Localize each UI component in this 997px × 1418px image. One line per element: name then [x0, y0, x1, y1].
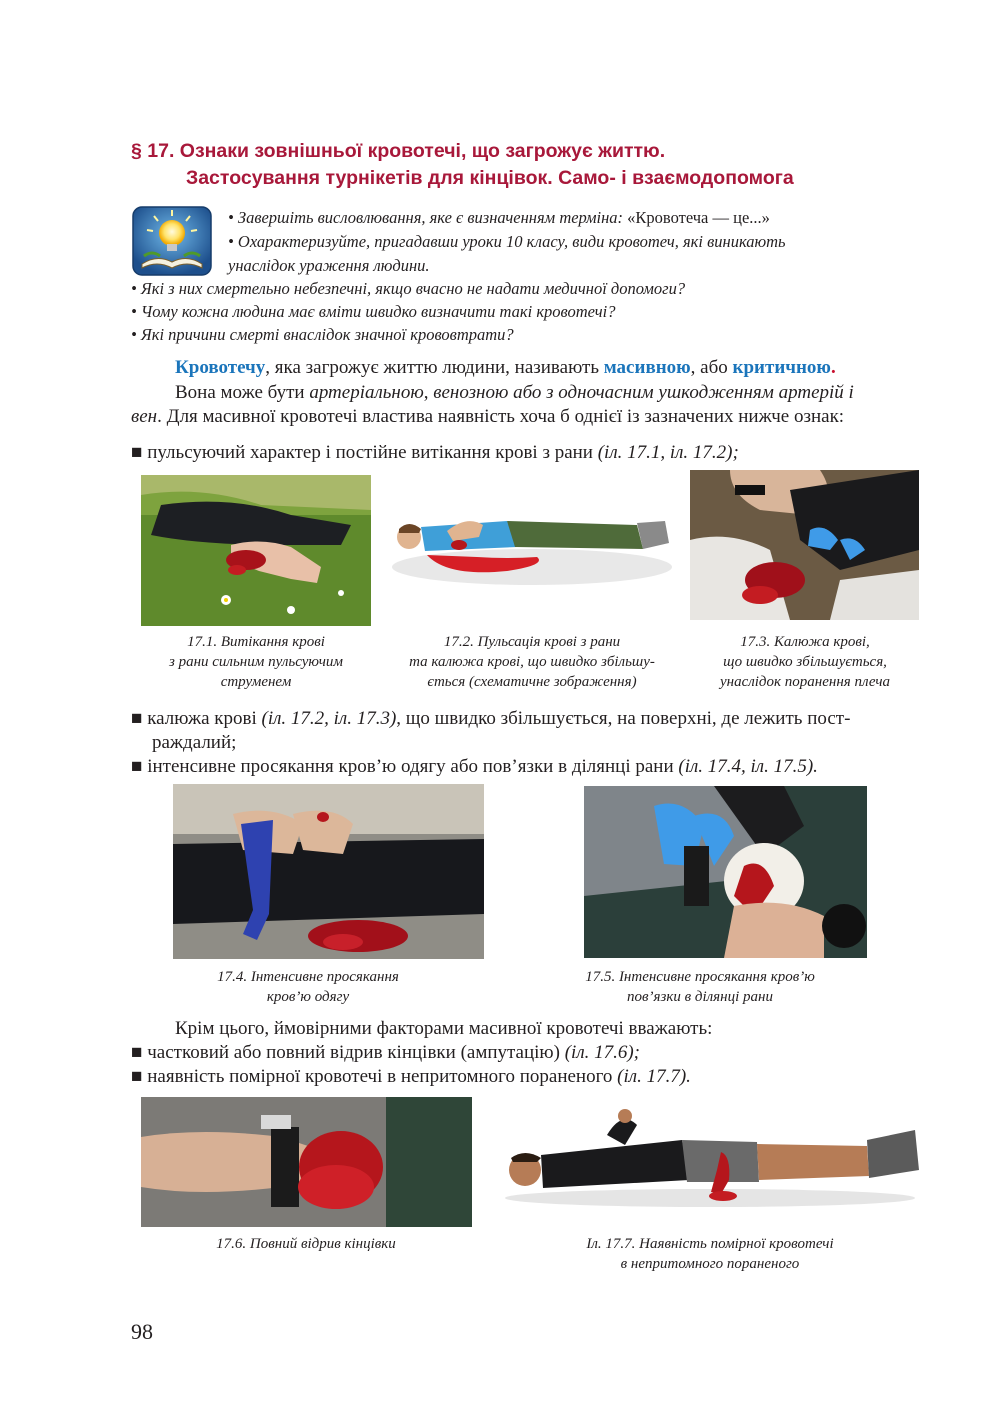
section-title-line1: § 17. Ознаки зовнішньої кровотечі, що загрожує життю.: [131, 140, 666, 162]
photo-17-2-schematic-lying: [387, 485, 677, 605]
term-krytychnoyu: критичною: [732, 357, 831, 378]
photo-17-6-amputation: [141, 1097, 472, 1227]
question-5: • Які причини смерті внаслідок значної крововтрати?: [131, 325, 514, 344]
additional-factors-paragraph: Крім цього, ймовірними факторами масивної кровотечі вважають:: [175, 1018, 713, 1039]
bullet-pulsating: ■ пульсуючий характер і постійне витікання крові з рани (іл. 17.1, іл. 17.2);: [131, 442, 739, 463]
caption-17-2: 17.2. Пульсація крові з рани та калюжа крові, що швидко збільшу- ється (схематичне зображення): [409, 634, 655, 690]
term-masyvnoyu: масивною: [603, 357, 691, 378]
photo-17-4-clothing-soaked: [173, 784, 484, 959]
question-2-line1: • Охарактеризуйте, пригадавши уроки 10 класу, види кровотеч, які виникають: [228, 232, 786, 251]
bullet-blood-pool-line2: раждалий;: [152, 732, 237, 753]
caption-17-6: 17.6. Повний відрив кінцівки: [216, 1236, 396, 1252]
caption-17-7: Іл. 17.7. Наявність помірної кровотечі в непритомного пораненого: [586, 1236, 834, 1272]
page-number: 98: [131, 1319, 153, 1344]
photo-17-1-hand-bleeding: [141, 475, 371, 626]
types-paragraph-line2: вен. Для масивної кровотечі властива наявність хоча б однієї із зазначених нижче ознак:: [131, 406, 845, 427]
definition-paragraph: Кровотечу, яка загрожує життю людини, називають масивною, або критичною.: [175, 357, 836, 378]
caption-17-5: 17.5. Інтенсивне просякання кров’ю пов’язки в ділянці рани: [585, 969, 815, 1005]
question-2-line2: унаслідок ураження людини.: [228, 256, 430, 275]
lightbulb-book-icon: [132, 206, 212, 276]
photo-17-3-shoulder-wound: [690, 470, 919, 620]
caption-17-3: 17.3. Калюжа крові, що швидко збільшується, унаслідок поранення плеча: [719, 634, 891, 690]
question-3: • Які з них смертельно небезпечні, якщо вчасно не надати медичної допомоги?: [131, 279, 686, 298]
term-krovotechu: Кровотечу: [175, 357, 266, 378]
question-4: • Чому кожна людина має вміти швидко визначити такі кровотечі?: [131, 302, 616, 321]
section-title-line2: Застосування турнікетів для кінцівок. Само- і взаємодопомога: [186, 167, 794, 189]
caption-17-4: 17.4. Інтенсивне просякання кров’ю одягу: [217, 969, 399, 1005]
question-1: • Завершіть висловлювання, яке є визначенням терміна: «Кровотеча — це...»: [228, 208, 770, 227]
bullet-amputation: ■ частковий або повний відрив кінцівки (ампутацію) (іл. 17.6);: [131, 1042, 641, 1063]
bullet-unconscious: ■ наявність помірної кровотечі в непритомного пораненого (іл. 17.7).: [131, 1066, 691, 1087]
caption-17-1: 17.1. Витікання крові з рани сильним пульсуючим струменем: [168, 634, 344, 690]
bullet-blood-pool-line1: ■ калюжа крові (іл. 17.2, іл. 17.3), що швидко збільшується, на поверхні, де лежить пост-: [131, 708, 851, 729]
photo-17-7-unconscious-wounded: [497, 1100, 923, 1210]
types-paragraph-line1: Вона може бути артеріальною, венозною або з одночасним ушкодженням артерій і: [175, 382, 854, 403]
bullet-soaking: ■ інтенсивне просякання кров’ю одягу або пов’язки в ділянці рани (іл. 17.4, іл. 17.5).: [131, 756, 818, 777]
photo-17-5-bandage-soaked: [584, 786, 867, 958]
